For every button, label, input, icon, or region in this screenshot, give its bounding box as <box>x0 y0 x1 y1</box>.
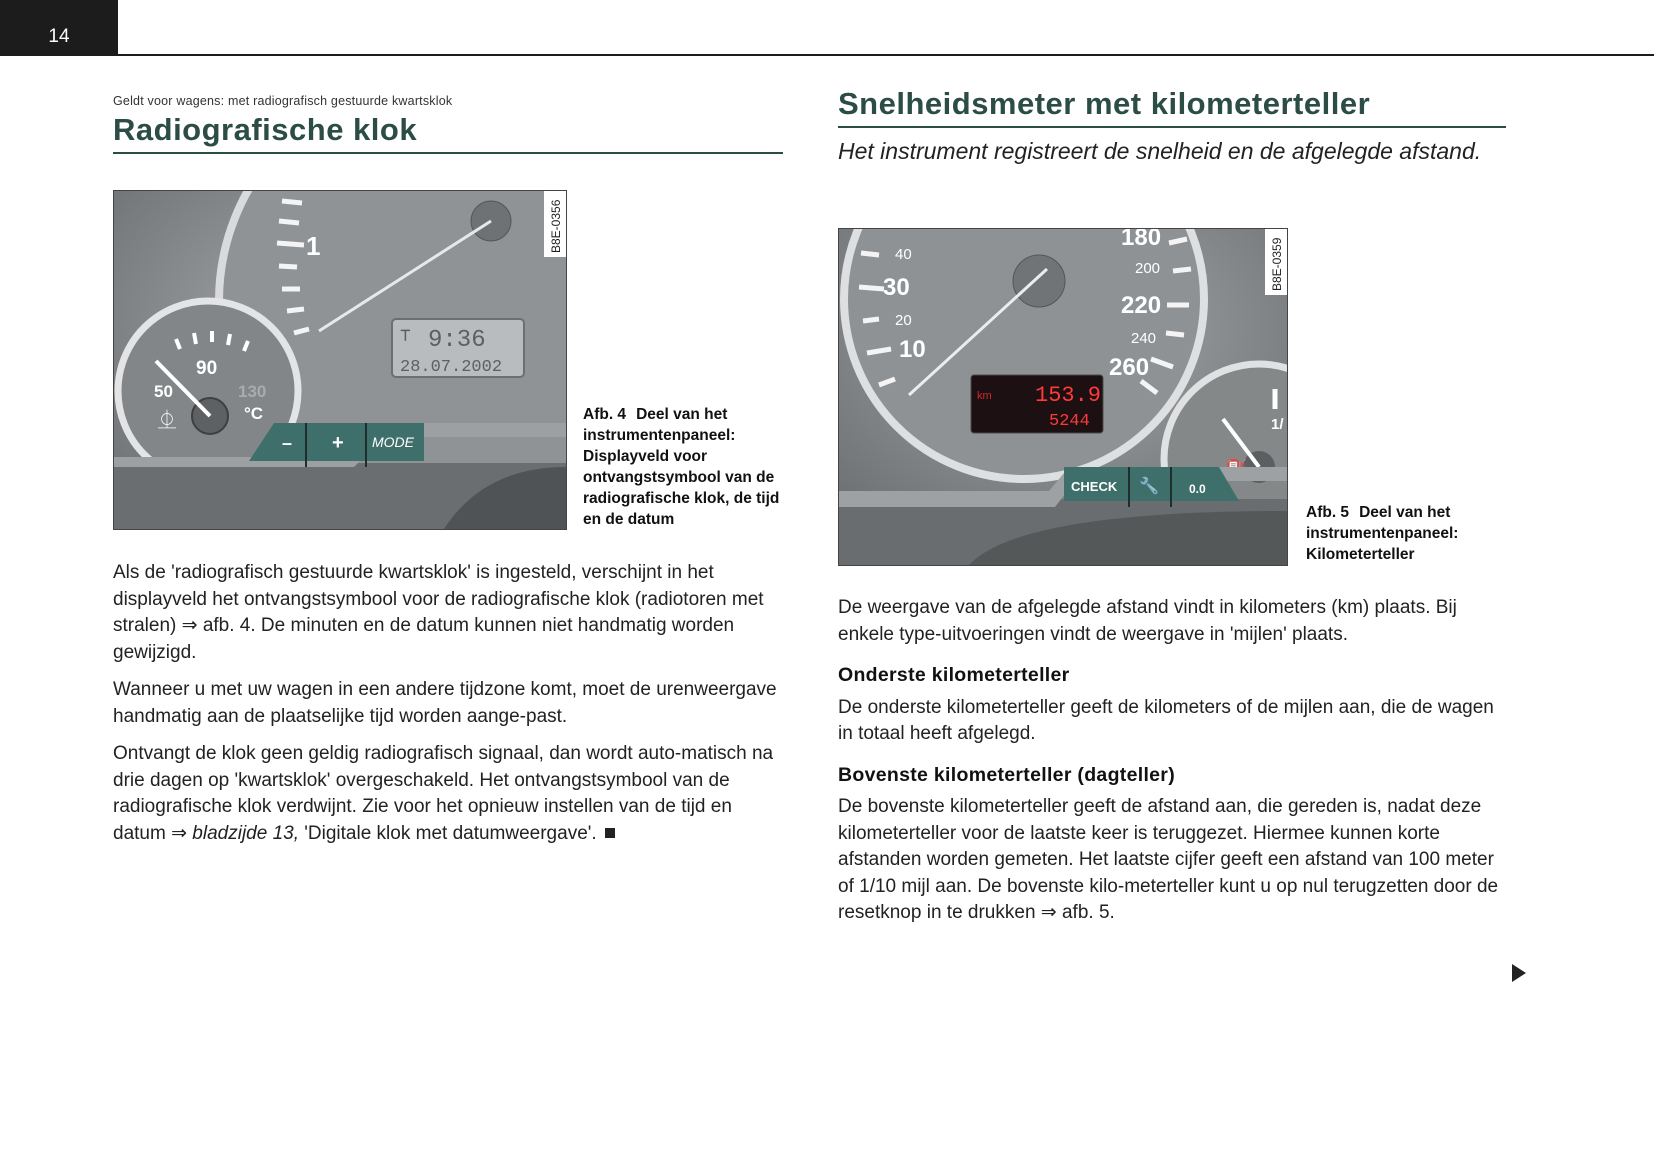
end-of-section-mark <box>605 828 615 838</box>
radio-tower-icon: ⊤ <box>400 327 411 347</box>
coolant-icon: ⏂ <box>158 410 176 431</box>
figure-clock-display <box>113 190 567 530</box>
check-button: CHECK <box>1071 479 1118 494</box>
paragraph <box>113 741 783 847</box>
mode-button: MODE <box>372 434 414 450</box>
temp-label-50: 50 <box>154 382 173 401</box>
figure-code: B8E-0356 <box>549 199 563 253</box>
page-number: 14 <box>0 0 118 56</box>
speed-label-10: 10 <box>899 336 926 363</box>
subheading-trip-odometer: Bovenste kilometerteller (dagteller) <box>838 763 1175 786</box>
caption-text: Deel van het instrumentenpaneel: Kilometerteller <box>1306 504 1459 563</box>
figure-code: B8E-0359 <box>1270 237 1284 291</box>
tach-label: 1 <box>306 231 321 261</box>
figure-4-caption <box>583 404 783 530</box>
section-title-speedometer: Snelheidsmeter met kilometerteller <box>838 86 1371 121</box>
caption-number: Afb. 5 <box>1306 504 1350 521</box>
page-reference-link[interactable]: bladzijde 13, <box>192 822 299 844</box>
unit-label: km <box>977 390 992 402</box>
figure-odometer <box>838 228 1288 566</box>
display-date: 28.07.2002 <box>400 358 503 377</box>
speed-label-200: 200 <box>1135 260 1161 277</box>
speed-label-20: 20 <box>895 312 912 329</box>
speed-label-30: 30 <box>883 274 910 301</box>
fuel-label: 1/ <box>1271 416 1284 433</box>
trip-value: 153.9 <box>1035 383 1102 408</box>
odometer-value: 5244 <box>1049 412 1090 431</box>
speed-label-240: 240 <box>1131 330 1157 347</box>
figure-5-caption <box>1306 502 1506 565</box>
paragraph: Wanneer u met uw wagen in een andere tijdzone komt, moet de urenweergave handmatig aan de plaatselijke tijd worden aange-past. <box>113 679 777 727</box>
paragraph: De bovenste kilometerteller geeft de afstand aan, die gereden is, nadat deze kilometerteller voor de laatste keer is teruggezet. Hiermee kunnen korte afstanden worden gemeten. Het laatste cijfer geeft een afstand van 100 meter of 1/10 mijl aan. De bovenste kilo-meterteller kunt u op nul terugzetten door de resetknop in te drukken ⇒ afb. 5. <box>838 796 1499 923</box>
header-rule <box>118 54 1654 56</box>
left-body <box>113 560 783 858</box>
section-intro: Het instrument registreert de snelheid en de afgelegde afstand. <box>838 138 1482 164</box>
section-title-radio-clock: Radiografische klok <box>113 112 418 147</box>
speed-label-180: 180 <box>1121 229 1162 251</box>
speedometer-illustration <box>839 229 1287 565</box>
display-time: 9:36 <box>428 327 486 354</box>
paragraph-text: 'Digitale klok met datumweergave'. <box>299 822 597 844</box>
plus-button: + <box>332 432 344 454</box>
speed-label-220: 220 <box>1121 292 1162 319</box>
title-rule <box>838 126 1506 128</box>
applies-to-note: Geldt voor wagens: met radiografisch gestuurde kwartsklok <box>113 94 453 108</box>
speed-label-260: 260 <box>1109 354 1150 381</box>
reset-button: 0.0 <box>1189 482 1206 496</box>
clock-dashboard-illustration <box>114 191 566 529</box>
subheading-lower-odometer: Onderste kilometerteller <box>838 664 1070 686</box>
temp-unit: °C <box>244 404 264 423</box>
continue-arrow-icon <box>1512 964 1526 982</box>
temp-label-130: 130 <box>238 382 267 401</box>
wrench-icon: 🔧 <box>1139 476 1159 495</box>
speed-label-40: 40 <box>895 246 912 263</box>
caption-text: Deel van het instrumentenpaneel: Displayveld voor ontvangstsymbool van de radiografische klok, de tijd en de datum <box>583 406 780 528</box>
paragraph-text: Ontvangt de klok geen geldig radiografisch signaal, dan wordt auto-matisch na drie dagen op 'kwartsklok' overgeschakeld. Het ontvangstsymbool van de radiografische klok verdwijnt. Zie voor het opnieuw instellen van de tijd en datum ⇒ <box>113 743 774 844</box>
right-body <box>838 595 1506 938</box>
paragraph: De onderste kilometerteller geeft de kilometers of de mijlen aan, die de wagen in totaal heeft afgelegd. <box>838 696 1494 744</box>
caption-number: Afb. 4 <box>583 406 627 423</box>
paragraph: Als de 'radiografisch gestuurde kwartsklok' is ingesteld, verschijnt in het displayveld het ontvangstsymbool voor de radiografische klok (radiotoren met stralen) ⇒ afb. 4. De minuten en de datum kunnen niet handmatig worden gewijzigd. <box>113 562 764 663</box>
title-rule <box>113 152 783 154</box>
minus-button: – <box>282 433 293 453</box>
temp-label-90: 90 <box>196 358 218 379</box>
paragraph: De weergave van de afgelegde afstand vindt in kilometers (km) plaats. Bij enkele type-uitvoeringen vindt de weergave in 'mijlen' plaats. <box>838 597 1457 645</box>
